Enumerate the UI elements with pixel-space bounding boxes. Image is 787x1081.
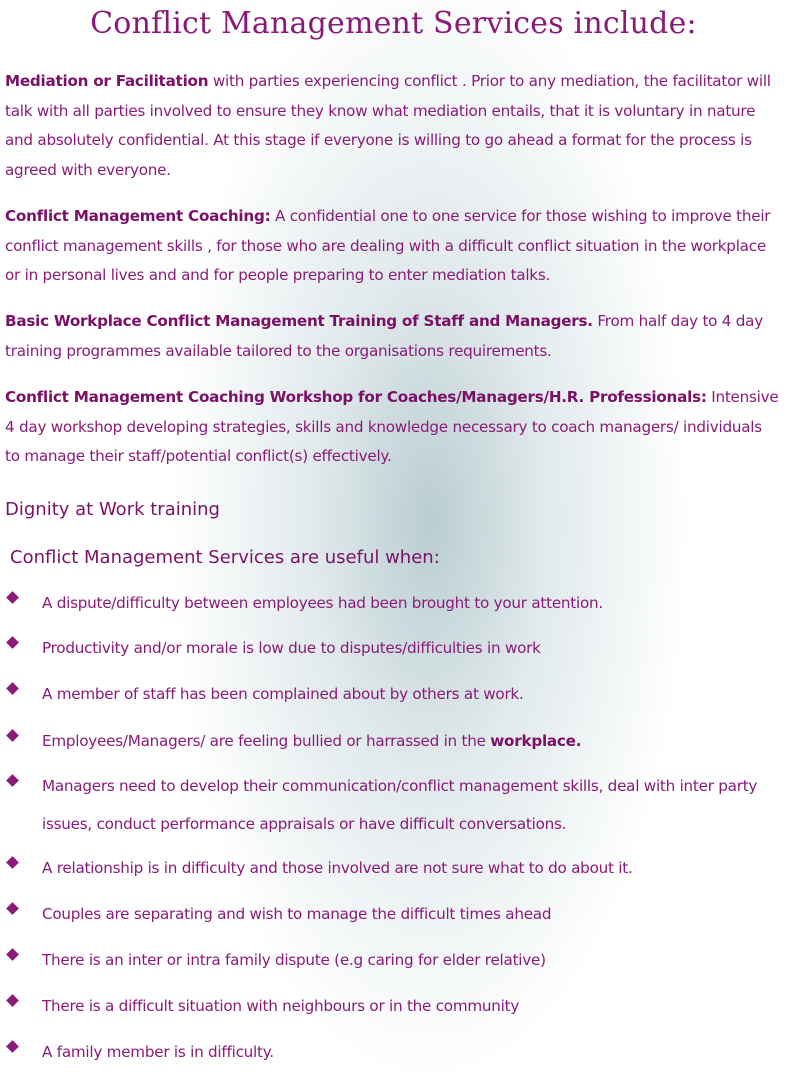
diamond-bullet-icon: [6, 774, 19, 787]
diamond-bullet-icon: [6, 591, 19, 604]
bullet-text: Employees/Managers/ are feeling bullied or harrassed in the workplace.: [42, 732, 582, 750]
diamond-bullet-icon: [6, 636, 19, 649]
service-description: From half day to 4 day training programmes available tailored to the organisations requirements.: [5, 312, 763, 360]
bullet-text: There is an inter or intra family dispute (e.g caring for elder relative): [42, 951, 546, 969]
service-description: with parties experiencing conflict . Prior to any mediation, the facilitator will talk with all parties involved to ensure they know what mediation entails, that it is voluntary in nature and absolutely confidential. At this stage if everyone is willing to go ahead a format for the process is agreed with everyone.: [5, 72, 771, 179]
service-mediation: [5, 67, 781, 185]
diamond-bullet-icon: [6, 1040, 19, 1053]
bullet-text: Couples are separating and wish to manage the difficult times ahead: [42, 905, 552, 923]
diamond-bullet-icon: [6, 856, 19, 869]
service-description: Intensive 4 day workshop developing strategies, skills and knowledge necessary to coach managers/ individuals to manage their staff/potential conflict(s) effectively.: [5, 388, 779, 465]
bullet-text: A family member is in difficulty.: [42, 1043, 274, 1061]
service-description: A confidential one to one service for those wishing to improve their conflict management skills , for those who are dealing with a difficult conflict situation in the workplace or in personal lives and and for people preparing to enter mediation talks.: [5, 207, 771, 284]
diamond-bullet-icon: [6, 682, 19, 695]
useful-heading: Conflict Management Services are useful when:: [10, 547, 440, 568]
service-workshop: [5, 383, 781, 472]
diamond-bullet-icon: [6, 994, 19, 1007]
page-title: Conflict Management Services include:: [90, 6, 697, 41]
bullet-text: There is a difficult situation with neighbours or in the community: [42, 997, 520, 1015]
bullet-text: A relationship is in difficulty and those involved are not sure what to do about it.: [42, 859, 633, 877]
bullet-text: A dispute/difficulty between employees had been brought to your attention.: [42, 594, 603, 612]
dignity-heading: Dignity at Work training: [5, 499, 220, 520]
service-training: [5, 307, 781, 366]
service-name: Basic Workplace Conflict Management Training of Staff and Managers.: [5, 312, 593, 330]
diamond-bullet-icon: [6, 729, 19, 742]
bullet-text: Productivity and/or morale is low due to disputes/difficulties in work: [42, 639, 541, 657]
bullet-text: Managers need to develop their communication/conflict management skills, deal with inter party issues, conduct performance appraisals or have difficult conversations.: [42, 777, 758, 833]
service-coaching: [5, 202, 781, 291]
diamond-bullet-icon: [6, 948, 19, 961]
diamond-bullet-icon: [6, 902, 19, 915]
service-name: Conflict Management Coaching:: [5, 207, 271, 225]
bullet-text: A member of staff has been complained about by others at work.: [42, 685, 524, 703]
service-name: Conflict Management Coaching Workshop for Coaches/Managers/H.R. Professionals:: [5, 388, 707, 406]
service-name: Mediation or Facilitation: [5, 72, 209, 90]
